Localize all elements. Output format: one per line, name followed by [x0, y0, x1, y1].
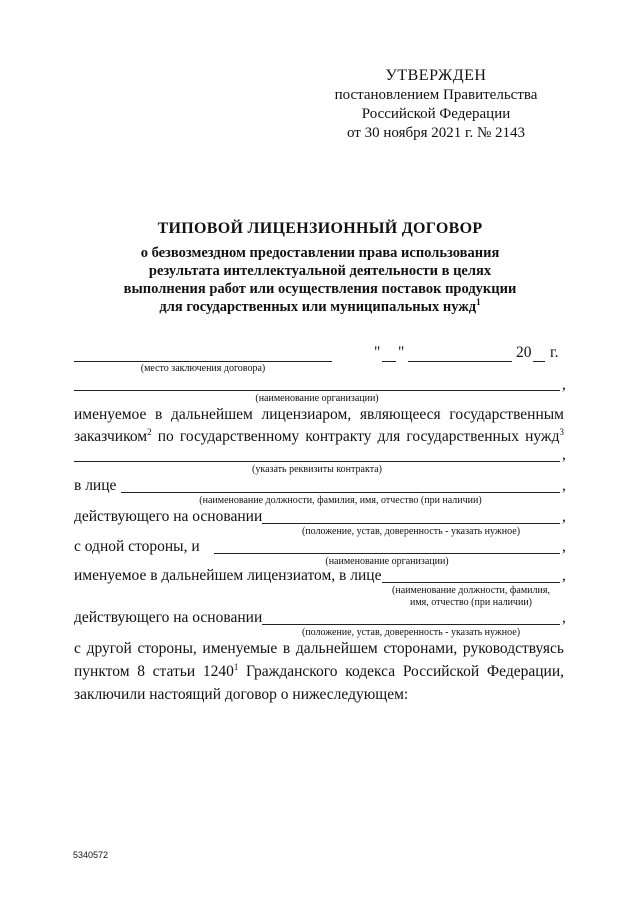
licensee-org-line[interactable]	[214, 553, 560, 554]
org-name-caption: (наименование организации)	[255, 393, 379, 404]
date-quote-close: "	[398, 344, 405, 361]
month-field-line[interactable]	[408, 361, 512, 362]
footnote-1-marker: 1	[233, 661, 239, 672]
licensor-text-2a: заказчиком	[74, 428, 148, 445]
licensor-text-2b: по государственному контракту для государственных нужд	[151, 428, 560, 445]
other-side-2b: Гражданского кодекса Российской Федерации,	[238, 663, 564, 680]
footnote-marker: 1	[476, 297, 481, 308]
footer-code: 5340572	[73, 850, 109, 860]
approval-line-1: постановлением Правительства	[334, 87, 538, 103]
comma: ,	[562, 376, 566, 393]
day-field-line[interactable]	[382, 361, 396, 362]
approval-line-3: от 30 ноября 2021 г. № 2143	[346, 125, 526, 141]
other-side-line-2	[74, 663, 564, 681]
licensor-org-line[interactable]	[74, 390, 560, 391]
subtitle-line-1: о безвозмездном предоставлении права использования	[140, 245, 500, 261]
licensor-text-line-2	[74, 428, 564, 446]
contract-details-caption: (указать реквизиты контракта)	[252, 464, 382, 475]
subtitle-line-4-text: для государственных или муниципальных нужд	[159, 299, 477, 315]
comma: ,	[562, 508, 566, 525]
year-field-line[interactable]	[533, 361, 545, 362]
acting-basis-label-2: действующего на основании	[74, 609, 263, 626]
one-side-label: с одной стороны, и	[74, 538, 200, 555]
acting-basis-label: действующего на основании	[74, 508, 263, 525]
approval-block	[316, 66, 556, 143]
licensor-text-line-1: именуемое в дальнейшем лицензиаром, являющееся государственным	[74, 406, 564, 423]
document-title: ТИПОВОЙ ЛИЦЕНЗИОННЫЙ ДОГОВОР	[157, 220, 483, 237]
licensee-position-caption-2: имя, отчество (при наличии)	[409, 597, 532, 608]
subtitle-line-4	[60, 298, 580, 316]
subtitle-line-2: результата интеллектуальной деятельности в целях	[148, 263, 492, 279]
basis-caption: (положение, устав, доверенность - указать нужное)	[301, 526, 521, 537]
subtitle-line-3: выполнения работ или осуществления поставок продукции	[123, 281, 517, 297]
other-side-line-1: с другой стороны, именуемые в дальнейшем сторонами, руководствуясь	[74, 640, 564, 657]
contract-details-line[interactable]	[74, 461, 560, 462]
place-field-line[interactable]	[74, 361, 332, 362]
place-caption: (место заключения договора)	[140, 363, 266, 374]
other-side-2a: пунктом 8 статьи 1240	[74, 663, 234, 680]
footnote-2-marker: 2	[147, 426, 152, 437]
licensee-representative-line[interactable]	[382, 582, 560, 583]
approval-heading: УТВЕРЖДЕН	[385, 67, 487, 84]
basis-caption-2: (положение, устав, доверенность - указать нужное)	[301, 627, 521, 638]
comma: ,	[562, 446, 566, 463]
year-suffix: г.	[550, 344, 559, 361]
other-side-line-3: заключили настоящий договор о нижеследующем:	[74, 686, 409, 703]
document-subtitle	[60, 244, 580, 316]
date-quote-open: "	[374, 344, 381, 361]
year-prefix: 20	[516, 344, 532, 361]
footnote-3-marker: 3	[559, 426, 564, 437]
position-caption: (наименование должности, фамилия, имя, отчество (при наличии)	[199, 495, 482, 506]
licensee-label: именуемое в дальнейшем лицензиатом, в лице	[74, 567, 382, 584]
comma: ,	[562, 567, 566, 584]
in-person-label: в лице	[74, 477, 117, 494]
comma: ,	[562, 538, 566, 555]
licensor-representative-line[interactable]	[121, 492, 560, 493]
org-name-caption-2: (наименование организации)	[325, 556, 449, 567]
comma: ,	[562, 477, 566, 494]
licensor-basis-line[interactable]	[262, 523, 560, 524]
approval-line-2: Российской Федерации	[361, 106, 511, 122]
comma: ,	[562, 609, 566, 626]
licensee-basis-line[interactable]	[262, 624, 560, 625]
licensee-position-caption-1: (наименование должности, фамилия,	[392, 585, 550, 596]
